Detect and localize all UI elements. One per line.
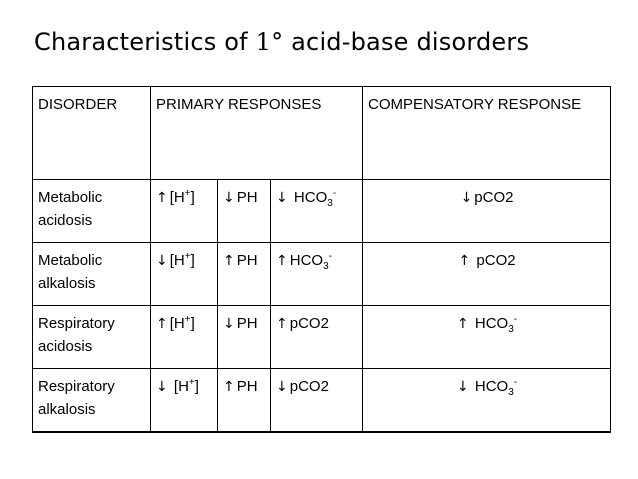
compensatory-cell: ↑ pCO2: [363, 243, 611, 306]
h-cell: ↑ [H+]: [151, 180, 218, 243]
third-cell: ↓ $HCO_3^-$: [271, 180, 363, 243]
up-arrow-icon: ↑: [156, 316, 168, 332]
down-arrow-icon: ↓: [460, 190, 473, 206]
header-compensatory-response: COMPENSATORY RESPONSE: [363, 87, 611, 180]
h-cell: ↓ [H+]: [151, 243, 218, 306]
disorder-cell: Respiratory alkalosis: [33, 369, 151, 433]
disorder-cell: Respiratory acidosis: [33, 306, 151, 369]
disorder-cell: Metabolic alkalosis: [33, 243, 151, 306]
ph-cell: ↓ PH: [218, 180, 271, 243]
third-cell: ↑ $HCO_3^-$: [271, 243, 363, 306]
h-cell: ↑ [H+]: [151, 306, 218, 369]
down-arrow-icon: ↓: [223, 316, 235, 332]
acid-base-table: [32, 86, 611, 433]
down-arrow-icon: ↓: [156, 253, 168, 269]
up-arrow-icon: ↑: [276, 253, 288, 269]
title-prefix: Characteristics of: [34, 28, 256, 56]
ph-cell: ↑ PH: [218, 369, 271, 433]
page-title: [34, 28, 529, 56]
down-arrow-icon: ↓: [223, 190, 235, 206]
table-row: [33, 306, 611, 369]
down-arrow-icon: ↓: [276, 190, 288, 206]
ph-cell: ↑ PH: [218, 243, 271, 306]
up-arrow-icon: ↑: [458, 253, 471, 269]
up-arrow-icon: ↑: [156, 190, 168, 206]
up-arrow-icon: ↑: [223, 379, 235, 395]
up-arrow-icon: ↑: [223, 253, 235, 269]
h-cell: ↓ [H+]: [151, 369, 218, 433]
header-disorder: DISORDER: [33, 87, 151, 180]
third-cell: ↑ pCO2: [271, 306, 363, 369]
title-suffix: acid-base disorders: [283, 28, 530, 56]
title-degree: 1°: [255, 28, 284, 56]
up-arrow-icon: ↑: [456, 316, 469, 332]
header-primary-responses: PRIMARY RESPONSES: [151, 87, 363, 180]
up-arrow-icon: ↑: [276, 316, 288, 332]
compensatory-cell: ↑ $HCO_3^-$: [363, 306, 611, 369]
down-arrow-icon: ↓: [276, 379, 288, 395]
table-row: [33, 243, 611, 306]
table-header-row: [33, 87, 611, 180]
ph-cell: ↓ PH: [218, 306, 271, 369]
table-row: [33, 369, 611, 433]
disorder-cell: Metabolic acidosis: [33, 180, 151, 243]
table-row: [33, 180, 611, 243]
compensatory-cell: ↓ pCO2: [363, 180, 611, 243]
down-arrow-icon: ↓: [156, 379, 168, 395]
compensatory-cell: ↓ $HCO_3^-$: [363, 369, 611, 433]
down-arrow-icon: ↓: [456, 379, 469, 395]
third-cell: ↓ pCO2: [271, 369, 363, 433]
